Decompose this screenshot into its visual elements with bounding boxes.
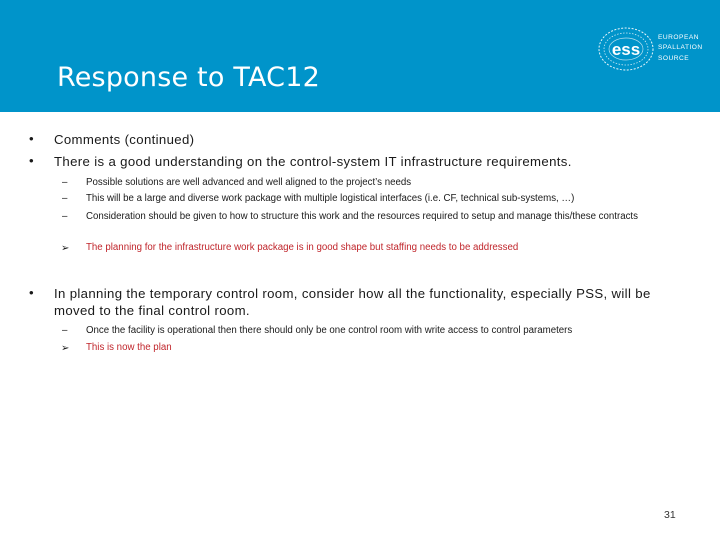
bullet-dot-icon: • (29, 131, 34, 146)
arrow-bullet-icon: ➢ (61, 243, 70, 254)
sub-item-text: This will be a large and diverse work package with multiple logistical interfaces (i.e. CF, technical sub-systems, …) (86, 193, 575, 204)
sub-item (62, 177, 686, 190)
svg-text:ess: ess (611, 40, 641, 59)
logo-line-1: EUROPEAN (658, 34, 700, 41)
bullet-dot-icon: • (29, 153, 34, 168)
bullet-text: There is a good understanding on the control-system IT infrastructure requirements. (54, 154, 572, 169)
response-text: The planning for the infrastructure work package is in good shape but staffing needs to be addressed (86, 242, 519, 253)
response-item (61, 242, 686, 255)
bullet-it-infrastructure (29, 153, 694, 170)
response-item (61, 342, 686, 355)
page-number: 31 (664, 509, 676, 521)
dash-marker: – (62, 211, 68, 222)
sub-item-text: Once the facility is operational then there should only be one control room with write access to control parameters (86, 325, 573, 336)
sub-item-text: Possible solutions are well advanced and well aligned to the project’s needs (86, 177, 412, 188)
logo-line-3: SOURCE (658, 54, 690, 62)
sub-item (62, 325, 686, 338)
bullet-text: In planning the temporary control room, consider how all the functionality, especially PSS, will be moved to the final control room. (54, 286, 651, 318)
response-text: This is now the plan (86, 342, 172, 353)
sub-item (62, 211, 678, 224)
sub-item (62, 193, 686, 206)
dash-marker: – (62, 193, 68, 204)
dash-marker: – (62, 177, 68, 188)
bullet-temporary-control-room (29, 285, 684, 319)
logo-line-2: SPALLATION (658, 44, 703, 52)
bullet-comments (29, 131, 694, 148)
bullet-text: Comments (continued) (54, 132, 195, 147)
arrow-bullet-icon: ➢ (61, 343, 70, 354)
bullet-dot-icon: • (29, 285, 34, 300)
sub-item-text: Consideration should be given to how to structure this work and the resources required to setup and manage this/these contracts (86, 211, 638, 222)
dash-marker: – (62, 325, 68, 336)
slide-title: Response to TAC12 (57, 62, 320, 93)
